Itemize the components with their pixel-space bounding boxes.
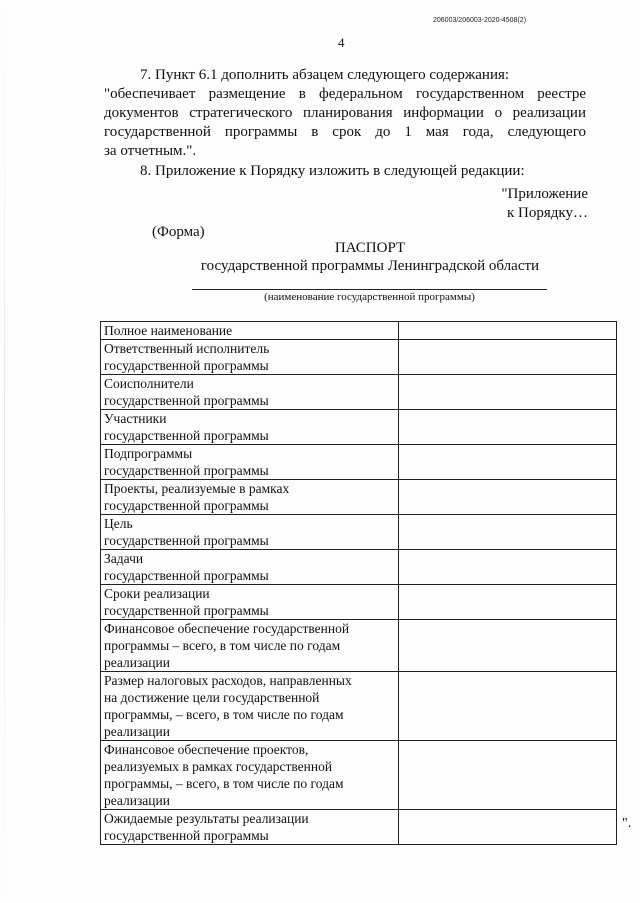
item7-quote-line-1: "обеспечивает размещение в федеральном государственном реестре	[104, 86, 586, 102]
row-label: Соисполнители государственной программы	[101, 375, 399, 410]
row-value	[398, 620, 616, 672]
row-label: Размер налоговых расходов, направленных на достижение цели государственной программы, – всего, в том числе по годам реализации	[101, 672, 399, 741]
form-label: (Форма)	[152, 224, 205, 240]
row-label: Ответственный исполнитель государственной программы	[101, 340, 399, 375]
row-value	[398, 585, 616, 620]
closing-quote-mark: ".	[622, 816, 632, 831]
table-row	[101, 445, 617, 480]
page-number: 4	[338, 35, 345, 50]
item7-intro: 7. Пункт 6.1 дополнить абзацем следующего содержания:	[140, 67, 510, 83]
passport-title: ПАСПОРТ	[334, 240, 406, 256]
row-label: Финансовое обеспечение проектов, реализуемых в рамках государственной программы, – всего, в том числе по годам реализации	[101, 741, 399, 810]
row-value	[398, 410, 616, 445]
item7-quote-line-3: государственной программы в срок до 1 мая года, следующего	[104, 124, 586, 140]
row-label: Ожидаемые результаты реализации государственной программы	[101, 810, 399, 845]
passport-table	[100, 321, 617, 845]
passport-table-body	[101, 322, 617, 845]
item7-quote-line-2: документов стратегического планирования информации о реализации	[104, 105, 586, 121]
row-label: Финансовое обеспечение государственной программы – всего, в том числе по годам реализации	[101, 620, 399, 672]
row-value	[398, 550, 616, 585]
row-value	[398, 741, 616, 810]
item8-text: 8. Приложение к Порядку изложить в следующей редакции:	[140, 163, 525, 179]
row-value	[398, 340, 616, 375]
row-value	[398, 672, 616, 741]
table-row	[101, 550, 617, 585]
row-value	[398, 515, 616, 550]
table-row	[101, 515, 617, 550]
row-value	[398, 445, 616, 480]
row-label: Участники государственной программы	[101, 410, 399, 445]
row-label: Подпрограммы государственной программы	[101, 445, 399, 480]
scan-edge-shadow	[4, 0, 5, 903]
document-id: 206003/206003-2020-4508(2)	[433, 17, 527, 24]
table-row	[101, 480, 617, 515]
appendix-label-line-1: "Приложение	[501, 186, 588, 202]
row-label: Задачи государственной программы	[101, 550, 399, 585]
row-value	[398, 480, 616, 515]
row-value	[398, 322, 616, 340]
program-name-line	[192, 289, 547, 290]
table-row	[101, 620, 617, 672]
table-row	[101, 810, 617, 845]
row-label: Сроки реализации государственной программы	[101, 585, 399, 620]
program-name-caption: (наименование государственной программы)	[264, 291, 475, 303]
table-row	[101, 741, 617, 810]
table-row	[101, 410, 617, 445]
passport-subtitle: государственной программы Ленинградской области	[200, 258, 540, 274]
row-value	[398, 375, 616, 410]
table-row	[101, 672, 617, 741]
table-row	[101, 322, 617, 340]
row-label: Полное наименование	[101, 322, 399, 340]
table-row	[101, 375, 617, 410]
table-row	[101, 585, 617, 620]
item7-quote-line-4: за отчетным.".	[104, 143, 197, 159]
row-label: Проекты, реализуемые в рамках государственной программы	[101, 480, 399, 515]
table-row	[101, 340, 617, 375]
row-label: Цель государственной программы	[101, 515, 399, 550]
appendix-label-line-2: к Порядку…	[507, 205, 588, 221]
row-value	[398, 810, 616, 845]
